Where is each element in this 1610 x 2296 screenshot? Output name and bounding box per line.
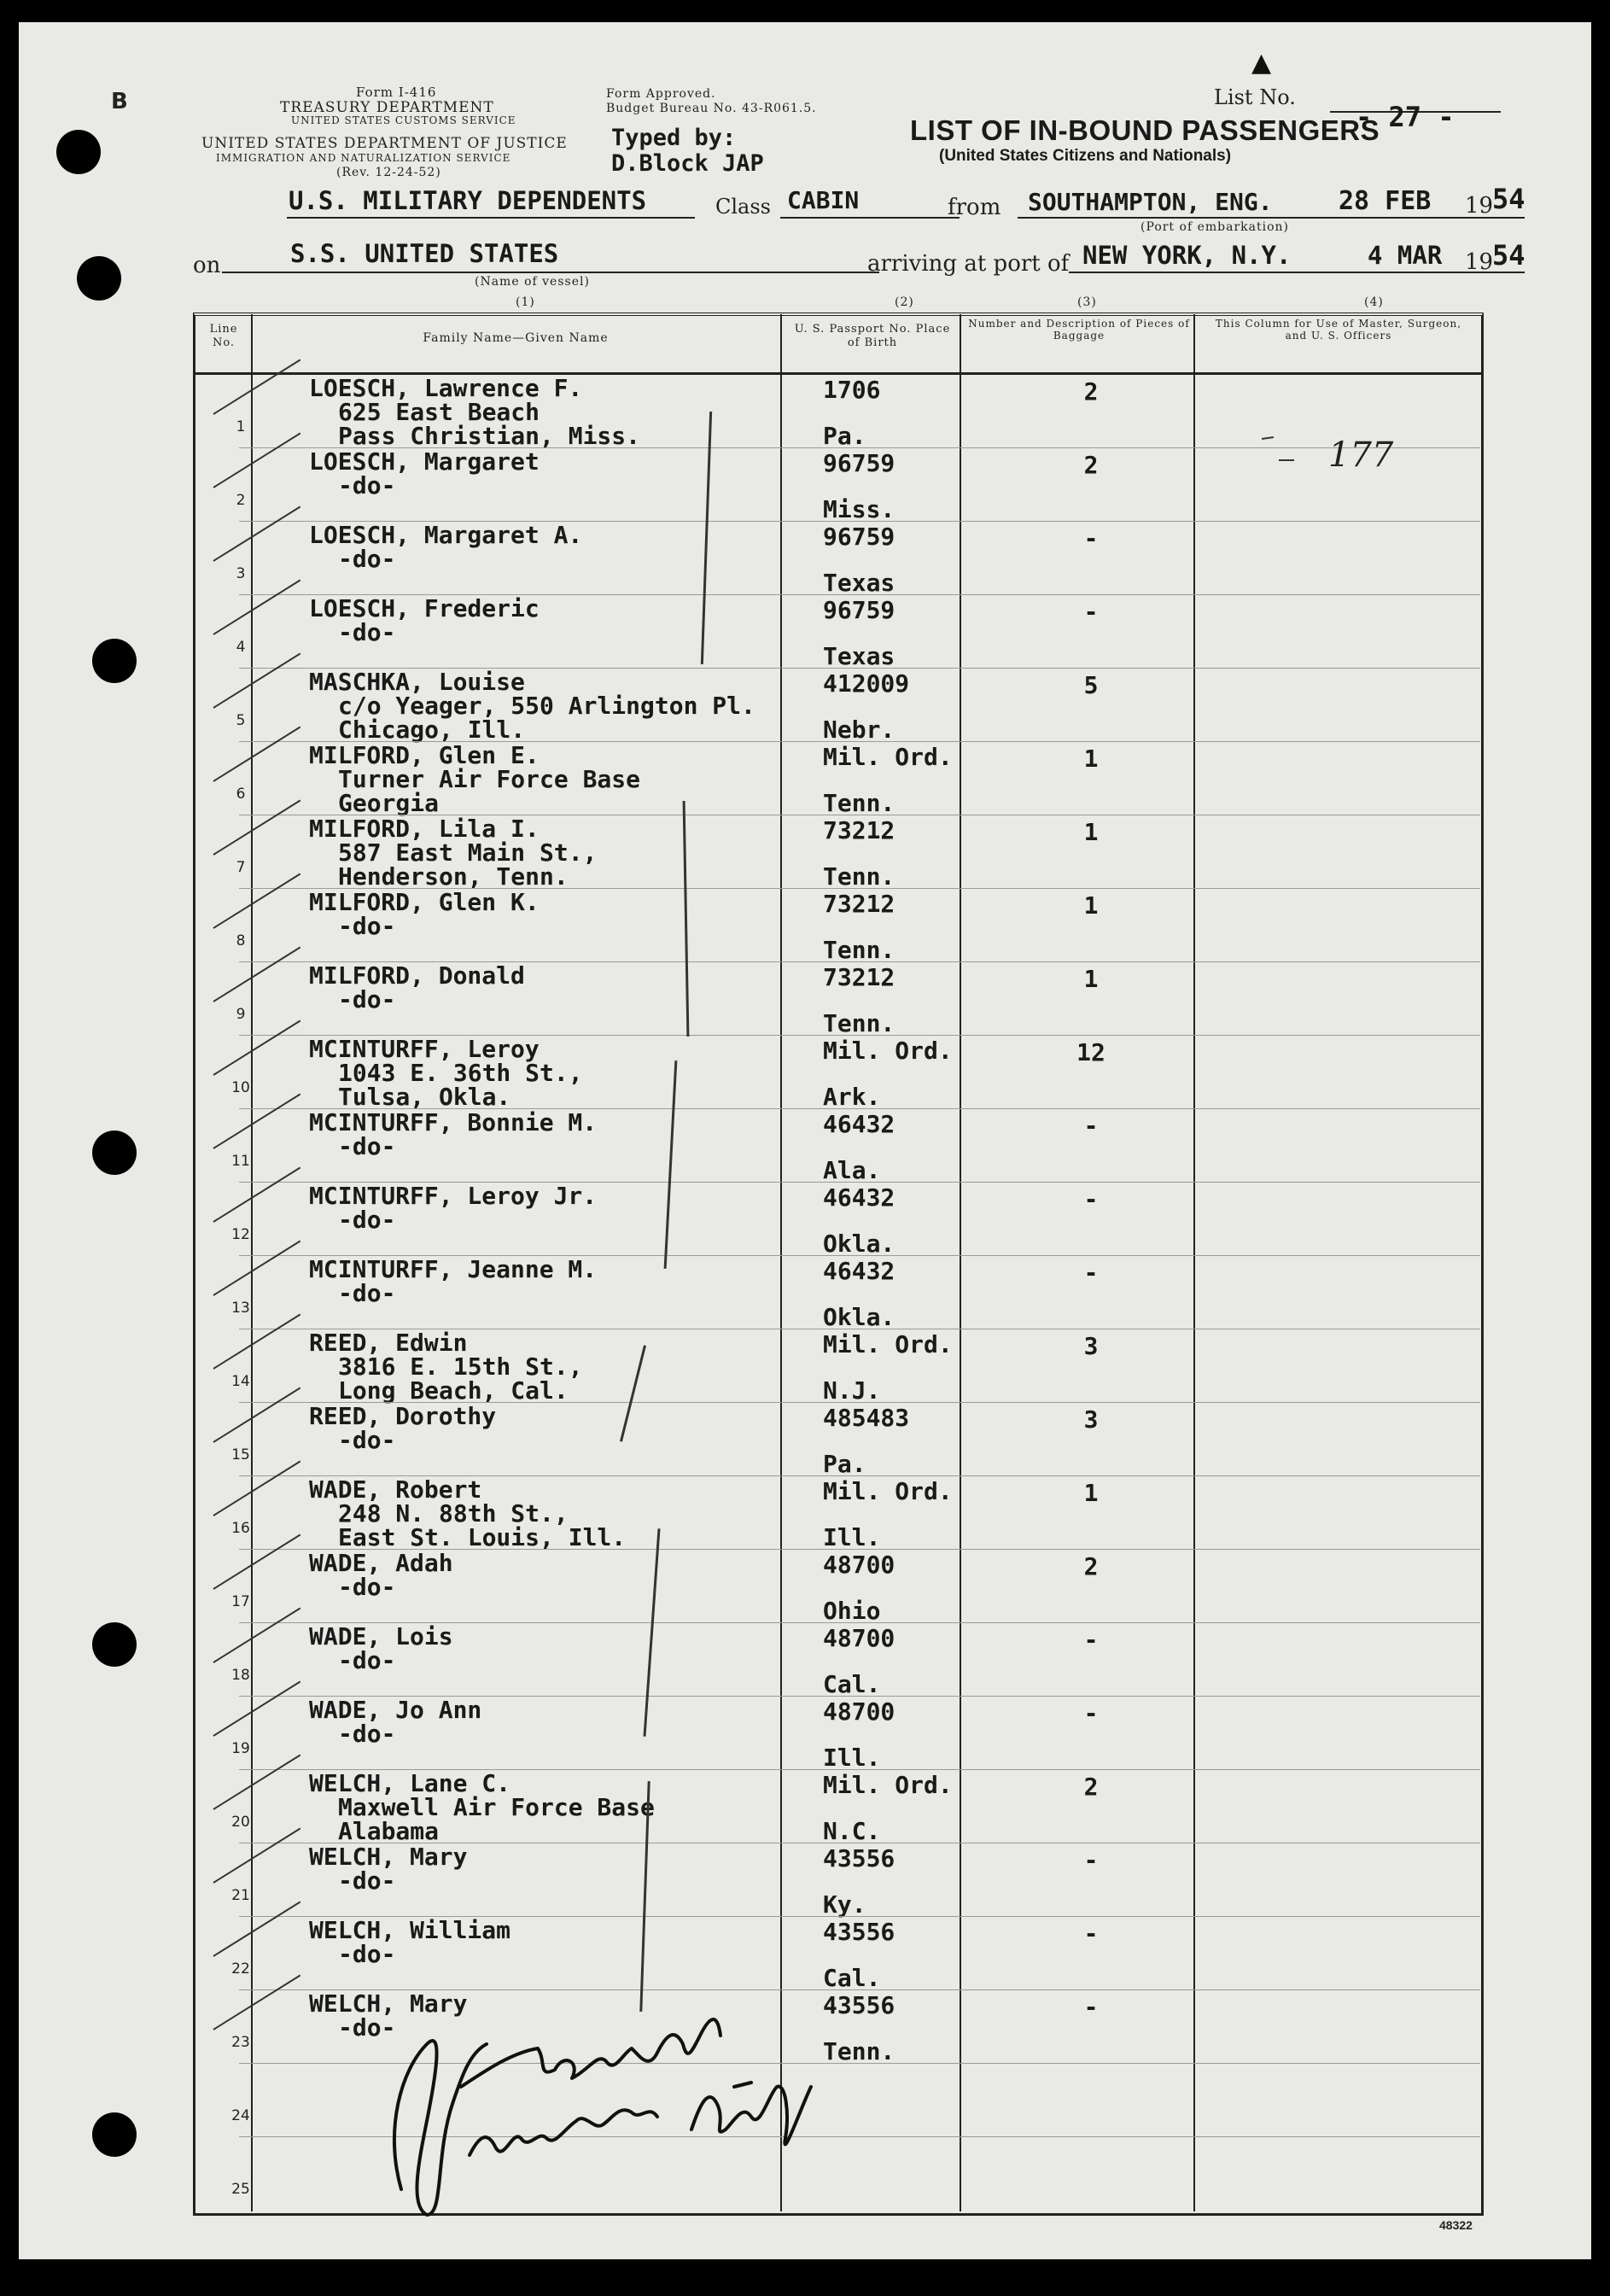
passport-number: Mil. Ord.: [823, 1771, 953, 1799]
passenger-name: WADE, Robert: [309, 1475, 482, 1504]
col-header-officers: This Column for Use of Master, Surgeon, and U. S. Officers: [1215, 318, 1462, 342]
passenger-name: WELCH, William: [309, 1916, 511, 1944]
passport-number: 1706: [823, 376, 881, 404]
group-underline: [287, 217, 695, 219]
place-of-birth: Tenn.: [823, 862, 895, 891]
place-of-birth: Ala.: [823, 1156, 881, 1184]
place-of-birth: Tenn.: [823, 789, 895, 817]
form-subtitle: (United States Citizens and Nationals): [939, 147, 1232, 165]
address-line-2: -do-: [338, 1646, 396, 1674]
line-number: 23: [231, 2034, 250, 2051]
place-of-birth: Ill.: [823, 1523, 881, 1551]
passport-number: 48700: [823, 1624, 895, 1652]
baggage-count: 1: [1083, 1479, 1099, 1507]
line-number: 3: [236, 565, 246, 582]
baggage-count: 2: [1083, 377, 1099, 406]
manifest-page: [19, 22, 1591, 2259]
embark-date: 28 FEB: [1339, 186, 1432, 216]
arrival-year: 54: [1492, 239, 1525, 272]
passenger-name: LOESCH, Lawrence F.: [309, 374, 583, 402]
line-number: 22: [231, 1960, 250, 1978]
baggage-count: -: [1083, 598, 1099, 626]
address-line-3: Georgia: [338, 789, 440, 817]
dept-treasury: TREASURY DEPARTMENT: [280, 99, 494, 116]
list-no-label: List No.: [1214, 85, 1296, 109]
place-of-birth: Tenn.: [823, 1009, 895, 1037]
passport-number: 48700: [823, 1697, 895, 1726]
address-line-2: -do-: [338, 1279, 396, 1307]
baggage-count: 5: [1083, 671, 1099, 699]
dept-justice: UNITED STATES DEPARTMENT OF JUSTICE: [201, 135, 568, 152]
passport-number: Mil. Ord.: [823, 1037, 953, 1065]
class-label: Class: [715, 195, 771, 219]
baggage-count: 1: [1083, 745, 1099, 773]
passenger-name: MILFORD, Lila I.: [309, 815, 540, 843]
dept-treasury-sub: UNITED STATES CUSTOMS SERVICE: [291, 114, 516, 126]
line-number: 6: [236, 786, 246, 803]
address-line-2: Turner Air Force Base: [338, 765, 641, 793]
line-number: 13: [231, 1300, 250, 1317]
passenger-name: REED, Dorothy: [309, 1402, 497, 1430]
passenger-name: MCINTURFF, Jeanne M.: [309, 1255, 598, 1283]
passenger-name: LOESCH, Frederic: [309, 594, 540, 622]
from-underline: [1018, 217, 1525, 219]
place-of-birth: Pa.: [823, 422, 866, 450]
line-number: 1: [236, 418, 246, 435]
baggage-count: -: [1083, 1185, 1099, 1213]
footer-code: 48322: [1439, 2218, 1473, 2232]
port-of-embarkation: SOUTHAMPTON, ENG.: [1028, 188, 1273, 216]
passport-number: Mil. Ord.: [823, 1330, 953, 1358]
address-line-3: East St. Louis, Ill.: [338, 1523, 627, 1551]
baggage-count: -: [1083, 1846, 1099, 1874]
typed-by-value: D.Block JAP: [611, 150, 764, 177]
address-line-2: -do-: [338, 1867, 396, 1895]
passenger-name: LOESCH, Margaret A.: [309, 521, 583, 549]
baggage-count: 2: [1083, 451, 1099, 479]
line-number: 8: [236, 932, 246, 949]
arrival-year-prefix: 19: [1465, 249, 1494, 275]
line-number: 9: [236, 1006, 246, 1023]
vessel-name: S.S. UNITED STATES: [290, 239, 559, 268]
col-header-line: Line No.: [209, 323, 238, 349]
arriving-underline: [1069, 272, 1525, 273]
binder-hole: [92, 639, 137, 683]
passenger-name: LOESCH, Margaret: [309, 447, 540, 476]
line-number: 11: [231, 1153, 250, 1170]
place-of-birth: Miss.: [823, 495, 895, 523]
place-of-birth: Tenn.: [823, 2037, 895, 2065]
form-number: Form I-416: [356, 85, 437, 100]
line-number: 19: [231, 1740, 250, 1757]
col-header-passport: U. S. Passport No. Place of Birth: [794, 323, 951, 349]
form-revision: (Rev. 12-24-52): [336, 166, 441, 179]
class-value: CABIN: [787, 186, 860, 214]
col-header-baggage: Number and Description of Pieces of Baggage: [968, 318, 1190, 342]
tick-mark: ▲: [1251, 48, 1272, 78]
vessel-underline: [222, 272, 879, 273]
passenger-name: REED, Edwin: [309, 1329, 468, 1357]
line-number: 17: [231, 1593, 250, 1610]
line-number: 10: [231, 1079, 250, 1096]
address-line-2: Maxwell Air Force Base: [338, 1793, 655, 1821]
binder-hole: [92, 1622, 137, 1667]
passenger-name: MCINTURFF, Bonnie M.: [309, 1108, 598, 1136]
place-of-birth: Cal.: [823, 1964, 881, 1992]
place-of-birth: Okla.: [823, 1230, 895, 1258]
baggage-count: -: [1083, 1699, 1099, 1727]
col-number-3: (3): [1077, 295, 1097, 309]
passport-number: Mil. Ord.: [823, 1477, 953, 1505]
address-line-2: 248 N. 88th St.,: [338, 1499, 569, 1528]
passport-number: 46432: [823, 1183, 895, 1212]
place-of-birth: N.J.: [823, 1376, 881, 1405]
place-of-birth: Texas: [823, 569, 895, 597]
address-line-2: -do-: [338, 471, 396, 500]
baggage-count: -: [1083, 524, 1099, 552]
passport-number: 73212: [823, 963, 895, 991]
from-label: from: [948, 195, 1001, 220]
passenger-name: WADE, Adah: [309, 1549, 453, 1577]
passenger-name: MILFORD, Donald: [309, 961, 525, 990]
class-underline: [780, 217, 960, 219]
address-line-2: -do-: [338, 2013, 396, 2042]
passenger-name: MCINTURFF, Leroy: [309, 1035, 540, 1063]
col-header-name: Family Name—Given Name: [423, 331, 609, 345]
passport-number: 43556: [823, 1844, 895, 1872]
baggage-count: 12: [1076, 1038, 1105, 1066]
passport-number: 43556: [823, 1918, 895, 1946]
address-line-3: Long Beach, Cal.: [338, 1376, 569, 1405]
baggage-count: 1: [1083, 891, 1099, 920]
line-number: 5: [236, 712, 246, 729]
baggage-count: -: [1083, 1112, 1099, 1140]
address-line-3: Alabama: [338, 1817, 440, 1845]
place-of-birth: Ark.: [823, 1083, 881, 1111]
officer-mark: [1279, 459, 1294, 461]
passport-number: 73212: [823, 890, 895, 918]
address-line-3: Henderson, Tenn.: [338, 862, 569, 891]
on-label: on: [193, 253, 221, 278]
baggage-count: 3: [1083, 1332, 1099, 1360]
passenger-name: MASCHKA, Louise: [309, 668, 525, 696]
passport-number: Mil. Ord.: [823, 743, 953, 771]
group-name: U.S. MILITARY DEPENDENTS: [289, 186, 647, 215]
arrival-date: 4 MAR: [1368, 241, 1443, 270]
passenger-name: MILFORD, Glen E.: [309, 741, 540, 769]
place-of-birth: Ill.: [823, 1744, 881, 1772]
passport-number: 46432: [823, 1257, 895, 1285]
address-line-2: -do-: [338, 912, 396, 940]
place-of-birth: Ky.: [823, 1890, 866, 1919]
place-of-birth: Nebr.: [823, 716, 895, 744]
address-line-3: Pass Christian, Miss.: [338, 422, 641, 450]
passenger-name: WADE, Lois: [309, 1622, 453, 1650]
passport-number: 43556: [823, 1991, 895, 2019]
baggage-count: 2: [1083, 1773, 1099, 1801]
passport-number: 46432: [823, 1110, 895, 1138]
address-line-2: -do-: [338, 1720, 396, 1748]
officer-note: 177: [1328, 435, 1394, 475]
address-line-2: 1043 E. 36th St.,: [338, 1059, 583, 1087]
officer-signature: [376, 2001, 820, 2223]
baggage-count: 3: [1083, 1405, 1099, 1434]
place-of-birth: Texas: [823, 642, 895, 670]
address-line-2: -do-: [338, 1426, 396, 1454]
address-line-2: -do-: [338, 545, 396, 573]
binder-hole: [77, 256, 121, 301]
line-number: 25: [231, 2181, 250, 2198]
address-line-2: -do-: [338, 618, 396, 646]
address-line-2: 587 East Main St.,: [338, 838, 598, 867]
place-of-birth: Tenn.: [823, 936, 895, 964]
col-number-2: (2): [895, 295, 914, 309]
vessel-caption: (Name of vessel): [475, 275, 590, 289]
line-number: 21: [231, 1887, 250, 1904]
baggage-count: -: [1083, 1259, 1099, 1287]
line-number: 12: [231, 1226, 250, 1243]
col-number-1: (1): [516, 295, 535, 309]
arrival-port: NEW YORK, N.Y.: [1082, 241, 1292, 270]
list-no-value: - 27 -: [1356, 101, 1455, 133]
address-line-2: -do-: [338, 1940, 396, 1968]
line-number: 14: [231, 1373, 250, 1390]
place-of-birth: Ohio: [823, 1597, 881, 1625]
passport-number: 73212: [823, 816, 895, 844]
baggage-count: -: [1083, 1626, 1099, 1654]
form-title: LIST OF IN-BOUND PASSENGERS: [910, 114, 1380, 146]
address-line-2: -do-: [338, 1573, 396, 1601]
address-line-2: 3816 E. 15th St.,: [338, 1352, 583, 1381]
place-of-birth: Cal.: [823, 1670, 881, 1698]
binder-hole: [92, 1130, 137, 1175]
col-number-4: (4): [1364, 295, 1384, 309]
baggage-count: -: [1083, 1993, 1099, 2021]
place-of-birth: Okla.: [823, 1303, 895, 1331]
form-approved: Form Approved.: [606, 87, 716, 101]
address-line-2: -do-: [338, 985, 396, 1014]
dept-justice-sub: IMMIGRATION AND NATURALIZATION SERVICE: [216, 152, 511, 164]
line-number: 16: [231, 1520, 250, 1537]
line-number: 4: [236, 639, 246, 656]
passenger-name: MCINTURFF, Leroy Jr.: [309, 1182, 598, 1210]
passport-number: 96759: [823, 596, 895, 624]
address-line-2: -do-: [338, 1206, 396, 1234]
baggage-count: 1: [1083, 965, 1099, 993]
embark-year: 54: [1492, 183, 1525, 215]
line-number: 7: [236, 859, 246, 876]
port-embark-caption: (Port of embarkation): [1140, 220, 1289, 234]
baggage-count: 1: [1083, 818, 1099, 846]
baggage-count: 2: [1083, 1552, 1099, 1580]
binder-hole: [56, 130, 101, 174]
embark-year-prefix: 19: [1465, 193, 1494, 219]
baggage-count: -: [1083, 1919, 1099, 1948]
passport-number: 485483: [823, 1404, 910, 1432]
passenger-name: WELCH, Mary: [309, 1989, 468, 2018]
corner-mark: B: [111, 89, 128, 114]
line-number: 24: [231, 2107, 250, 2124]
passport-number: 96759: [823, 523, 895, 551]
passport-number: 48700: [823, 1551, 895, 1579]
place-of-birth: N.C.: [823, 1817, 881, 1845]
arriving-label: arriving at port of: [867, 251, 1070, 277]
line-number: 15: [231, 1446, 250, 1463]
passenger-name: WELCH, Mary: [309, 1843, 468, 1871]
address-line-3: Chicago, Ill.: [338, 716, 526, 744]
passenger-name: WADE, Jo Ann: [309, 1696, 482, 1724]
binder-hole: [92, 2112, 137, 2157]
passenger-name: WELCH, Lane C.: [309, 1769, 511, 1797]
address-line-2: c/o Yeager, 550 Arlington Pl.: [338, 692, 755, 720]
address-line-3: Tulsa, Okla.: [338, 1083, 511, 1111]
budget-bureau: Budget Bureau No. 43-R061.5.: [606, 102, 817, 115]
address-line-2: 625 East Beach: [338, 398, 540, 426]
passport-number: 412009: [823, 669, 910, 698]
line-number: 2: [236, 492, 246, 509]
address-line-2: -do-: [338, 1132, 396, 1160]
typed-by-label: Typed by:: [611, 125, 737, 151]
line-number: 20: [231, 1814, 250, 1831]
passport-number: 96759: [823, 449, 895, 477]
passenger-name: MILFORD, Glen K.: [309, 888, 540, 916]
place-of-birth: Pa.: [823, 1450, 866, 1478]
line-number: 18: [231, 1667, 250, 1684]
